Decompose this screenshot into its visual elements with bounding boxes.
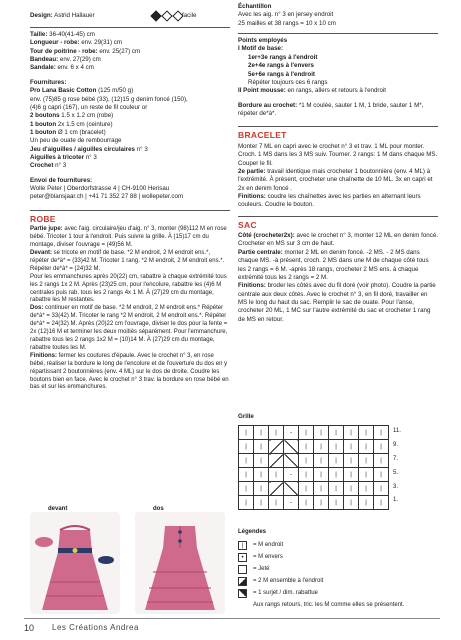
points-block <box>238 37 438 118</box>
grid-cell: - <box>284 426 299 440</box>
supply-value: n° 3 <box>53 162 67 170</box>
divider <box>238 33 438 34</box>
grid-cell: | <box>359 496 374 510</box>
footer-brand: Les Créations Andrea <box>52 623 139 632</box>
grid-cell: | <box>374 496 389 510</box>
size-value: env. 27(29) cm <box>58 56 101 64</box>
difficulty-diamonds <box>152 12 185 23</box>
supplier-block <box>30 177 230 202</box>
grid-cell: | <box>299 426 314 440</box>
grid-cell: | <box>239 440 254 454</box>
dress-back-photo <box>135 512 225 614</box>
supply-value: 1.5 x 1.2 cm (robe) <box>59 112 114 120</box>
size-key: Sandale: <box>30 64 56 72</box>
supplier-title: Envoi de fournitures: <box>30 176 93 184</box>
legend-text: = 1 surjet / dim. rabattue <box>253 590 318 597</box>
legend-text: = Jeté <box>253 566 270 573</box>
size-value: env. 6 x 4 cm <box>55 64 94 72</box>
supply-key: Pro Lana Basic Cotton <box>30 87 97 95</box>
grid-cell: - <box>284 468 299 482</box>
grid-cell: | <box>239 496 254 510</box>
grid-cell: | <box>299 482 314 496</box>
grid-cell: | <box>239 468 254 482</box>
supply-key: 1 bouton <box>30 128 57 136</box>
page-footer <box>0 618 461 640</box>
grid-cell: | <box>239 454 254 468</box>
grid-cell: | <box>239 426 254 440</box>
grid-cell: | <box>299 496 314 510</box>
grid-cell: | <box>329 496 344 510</box>
supplier-line: Wolle Peter | Oberdorfstrasse 4 | CH-9100 Herisau <box>30 185 170 193</box>
grid-cell: | <box>329 482 344 496</box>
grid-cell: | <box>314 482 329 496</box>
grid-cell: | <box>314 468 329 482</box>
para-key: 2e partie: <box>238 167 266 175</box>
supplier-line[interactable]: peter@blansjaar.ch | +41 71 352 27 88 | wollepeter.com <box>30 193 184 201</box>
stitch-grid-section <box>238 413 401 510</box>
stitch-grid <box>238 425 389 510</box>
points-motif: I Motif de base: <box>238 45 284 53</box>
size-key: Tour de poitrine - robe: <box>30 47 98 55</box>
grid-cell: | <box>344 482 359 496</box>
grid-cell: | <box>239 482 254 496</box>
supply-key: 1 bouton <box>30 120 57 128</box>
grid-cell: | <box>254 496 269 510</box>
grid-cell <box>284 454 299 468</box>
grid-row <box>239 454 389 468</box>
legend-note: Aux rangs retours, tric. les M comme elles se présentent. <box>253 602 405 609</box>
slip-decrease-symbol-icon <box>238 589 247 598</box>
para-text: Pour les emmanchures après 20(22) cm, rabattre à chaque extrémité tous les 2 rangs 1x 2 M. Après (23)25 cm, pour l'encolure, rabattre les (4)6 M centrales puis rab. tous les 2 rangs 4x 1 M. À (27)29 cm du montage, rabattre les M restantes. <box>30 273 227 304</box>
sample-line: 25 mailles et 38 rangs = 10 x 10 cm <box>238 19 336 27</box>
para-text: travail identique mais crocheter 1 boutonnière (env. 4 ML) à l'extrémité. À présent, crocheter une chaînette de 10 ML. 3x en capri et 2x en denim foncé . <box>238 167 433 192</box>
border-value: *1 M coulée, sauter 1 M, 1 bride, sauter 1 M*, répéter de*à*. <box>238 101 424 117</box>
supply-value: (125 m/50 g) <box>96 87 134 95</box>
designer-name: Astrid Hallauer <box>54 12 95 19</box>
grid-cell: | <box>344 454 359 468</box>
grid-cell: | <box>314 440 329 454</box>
para-text: coudre les chaînettes avec les parties en alternant leurs couleurs. Coudre le bouton. <box>238 192 421 209</box>
legend-section <box>238 528 438 609</box>
grid-cell: | <box>344 468 359 482</box>
supply-value: Ø 1 cm (bracelet) <box>56 128 106 136</box>
photo-front-label: devant <box>48 506 68 512</box>
bracelet-title: BRACELET <box>238 130 287 141</box>
grid-cell: | <box>299 454 314 468</box>
para-text: avec le crochet n° 3, monter 12 ML en denim foncé. Crocheter en MS sur 3 cm de haut. <box>238 232 438 248</box>
para-key: Finitions: <box>238 192 266 200</box>
grid-cell: | <box>359 482 374 496</box>
legend-title: Légendes <box>238 529 267 535</box>
para-key: Côté (crocheter2x): <box>238 232 295 240</box>
legend-item <box>238 539 438 551</box>
supplies-title: Fournitures: <box>30 78 67 86</box>
supply-value: (4)6 g capri (167), un reste de fil couleur or <box>30 103 148 111</box>
supply-value: 2x 1.5 cm (ceinture) <box>56 120 113 128</box>
sample-line: Avec les aig. n° 3 en jersey endroit <box>238 11 334 19</box>
para-key: Finitions: <box>30 352 57 359</box>
legend-text: = M envers <box>253 554 283 561</box>
points-row: 2e+4e rangs à l'envers <box>248 62 314 70</box>
grid-cell: | <box>374 454 389 468</box>
sac-text <box>238 232 438 324</box>
para-key: Partie centrale: <box>238 248 283 256</box>
grid-cell: | <box>359 440 374 454</box>
para-key: Devant: <box>30 250 53 257</box>
right-column <box>238 0 438 324</box>
grid-cell: | <box>329 454 344 468</box>
points-row: 5e+6e rangs à l'endroit <box>248 70 315 78</box>
size-value: env. 25(27) cm <box>97 47 141 55</box>
grid-cell: | <box>329 468 344 482</box>
grid-cell: | <box>299 440 314 454</box>
grid-row-label: 11. <box>393 428 401 435</box>
grid-row <box>239 426 389 440</box>
grid-cell: | <box>359 468 374 482</box>
grid-cell <box>269 440 284 454</box>
grid-cell: | <box>329 426 344 440</box>
page-number: 10 <box>24 623 35 633</box>
grid-row <box>239 482 389 496</box>
grid-cell: | <box>374 468 389 482</box>
dress-front-photo <box>30 512 120 614</box>
divider <box>30 27 230 28</box>
legend-text: = 2 M ensemble à l'endroit <box>253 578 324 585</box>
sizes-block <box>30 31 230 73</box>
size-key: Longueur - robe: <box>30 39 80 47</box>
legend-item <box>238 563 438 575</box>
grid-cell: | <box>254 440 269 454</box>
supply-key: 2 boutons <box>30 112 60 120</box>
para-text: continuer en motif de base. *2 M endroit, 2 M endroit ens.* Répéter de*à* = 33(42) M. Tricoter le rang *2 M endroit, 2 M endroit ens.*. Répéter de*à* = 24(32) M. Après (20)22 cm l'ouvrage, diviser le dos pour la fente = 2x (12)16 M et terminer les deux moitiés séparément. Pour l'emmanchure, rabattre tous les 2 rangs 1x2 M = (10)14 M. À (27)29 cm du montage, rabattre toutes les M. <box>30 305 228 351</box>
grid-row-label: 9. <box>393 442 399 449</box>
grid-cell: | <box>269 468 284 482</box>
points-title: Points employés <box>238 37 288 45</box>
points-row: 1er+3e rangs à l'endroit <box>248 53 318 61</box>
size-key: Taille: <box>30 31 48 38</box>
footer-divider <box>24 618 440 619</box>
grid-cell: | <box>344 426 359 440</box>
legend-item <box>238 575 438 587</box>
grid-cell: | <box>299 468 314 482</box>
para-text: monter 2 ML en denim foncé. -2 MS. - 2 MS dans chaque MS. -à présent, croch. 2 MS dans une M de chaque côté tous les 2 rangs = 6 M. -après 18 rangs, crocheter 2 MS ens. à chaque extrémité tous les 2 rangs = 2 M. <box>238 248 429 281</box>
grid-cell <box>269 482 284 496</box>
divider <box>238 126 438 127</box>
para-text: avec l'aig. circulaire/jeu d'aig. n° 3, monter (98)112 M en rose bébé. Tricoter 1 tour à l'endroit. Puis suivre la grille. À (15)17 cm du montage, diviser l'ouvrage = (49)56 M. <box>30 226 227 249</box>
grid-cell: | <box>374 440 389 454</box>
grid-cell <box>284 440 299 454</box>
size-value: 36-40(41-45) cm <box>47 31 95 38</box>
grid-cell: | <box>254 454 269 468</box>
supplies-block <box>30 79 230 171</box>
k2tog-symbol-icon <box>238 577 247 586</box>
legend-item <box>238 551 438 563</box>
para-text: fermer les coutures d'épaule. Avec le crochet n° 3, en rose bébé, réaliser la bordure le long de l'encolure et de l'ouverture du dos en y répartissant 2 boutonnières (env. 4 ML) sur le dos de droite. Coudre les boutons bien en face. Avec le crochet n° 3 trav. la bordure en rose bébé en bas et sur les emmanchures. <box>30 352 229 391</box>
para-text: broder les côtés avec du fil doré (voir photo). Coudre la partie centrale aux deux côtés. Avec le crochet n° 3, en fil doré, travailler en MS le long du haut du sac. Remplir le sac de ouate. Pour l'anse, crocheter 20 ML, 1 MC sur l'autre extrémité du sac et crocheter 1 rang de MS en retour. <box>238 282 436 323</box>
grid-cell <box>269 454 284 468</box>
grid-row-labels <box>393 425 401 510</box>
legend-item <box>238 587 438 599</box>
sample-title: Échantillon <box>238 3 272 10</box>
difficulty-label: facile <box>182 12 197 19</box>
design-label: Design: <box>30 12 53 19</box>
grid-cell: | <box>254 468 269 482</box>
knit-symbol-icon: | <box>238 541 247 550</box>
supply-key: Crochet <box>30 162 54 170</box>
grid-cell: | <box>254 482 269 496</box>
bracelet-text <box>238 143 438 210</box>
design-header <box>30 12 230 22</box>
points-mousse-value: en rangs, allers et retours à l'endroit <box>285 87 387 95</box>
grid-cell: - <box>284 496 299 510</box>
border-key: Bordure au crochet: <box>238 101 298 109</box>
supply-value: n° 3 <box>135 145 148 153</box>
divider <box>238 216 438 217</box>
robe-text <box>30 226 230 392</box>
supply-value: Un peu de ouate de rembourrage <box>30 137 122 145</box>
yarn-over-symbol-icon <box>238 565 247 574</box>
supply-key: Aiguilles à tricoter <box>30 154 84 162</box>
grid-row-label: 7. <box>393 455 399 462</box>
grid-cell: | <box>344 440 359 454</box>
legend-text: = M endroit <box>253 542 284 549</box>
points-repeat: Répéter toujours ces 6 rangs <box>248 78 328 86</box>
grid-cell: | <box>314 454 329 468</box>
points-mousse-key: II Point mousse: <box>238 87 286 95</box>
grid-cell <box>284 482 299 496</box>
supply-key: Jeu d'aiguilles / aiguilles circulaires <box>30 145 135 153</box>
divider <box>30 210 230 211</box>
para-text: se tricote en motif de base. *2 M endroit, 2 M endroit ens.*, répéter de*à* = (33)42 M. Tricoter 1 rang. *2 M endroit, 2 M endroit ens.*. Répéter de*à* = (24)32 M. <box>30 250 225 272</box>
grid-row-label: 1. <box>393 497 399 504</box>
grid-row <box>239 440 389 454</box>
grid-row-label: 3. <box>393 483 399 490</box>
grid-cell: | <box>269 426 284 440</box>
grid-cell: | <box>374 482 389 496</box>
para-text: Monter 7 ML en capri avec le crochet n° 3 et trav. 1 ML pour monter. Croch. 1 MS dans les 3 MS suiv. Tourner. 2 rangs: 1 M dans chaque MS. Couper le fil. <box>238 142 438 167</box>
grid-cell: | <box>344 496 359 510</box>
para-key: Dos: <box>30 305 44 312</box>
grid-cell: | <box>314 426 329 440</box>
purl-symbol-icon: • <box>238 553 247 562</box>
para-key: Partie jupe: <box>30 226 63 233</box>
sac-title: SAC <box>238 219 257 230</box>
grid-cell: | <box>374 426 389 440</box>
grid-cell: | <box>254 426 269 440</box>
grid-cell: | <box>359 454 374 468</box>
grid-title: Grille <box>238 413 254 420</box>
grid-cell: | <box>359 426 374 440</box>
sample-block <box>238 3 438 28</box>
para-key: Finitions: <box>238 282 266 290</box>
size-key: Bandeau: <box>30 56 59 64</box>
supply-value: env. (75)85 g rose bébé (33), (12)15 g denim foncé (150), <box>30 95 188 103</box>
supply-value: n° 3 <box>83 154 97 162</box>
robe-title: ROBE <box>30 213 56 224</box>
photo-back-label: dos <box>153 506 164 512</box>
grid-row-label: 5. <box>393 469 399 476</box>
grid-cell: | <box>269 496 284 510</box>
grid-cell: | <box>329 440 344 454</box>
grid-cell: | <box>314 496 329 510</box>
left-column <box>30 0 230 392</box>
grid-row <box>239 496 389 510</box>
size-value: env. 29(31) cm <box>79 39 123 47</box>
grid-row <box>239 468 389 482</box>
